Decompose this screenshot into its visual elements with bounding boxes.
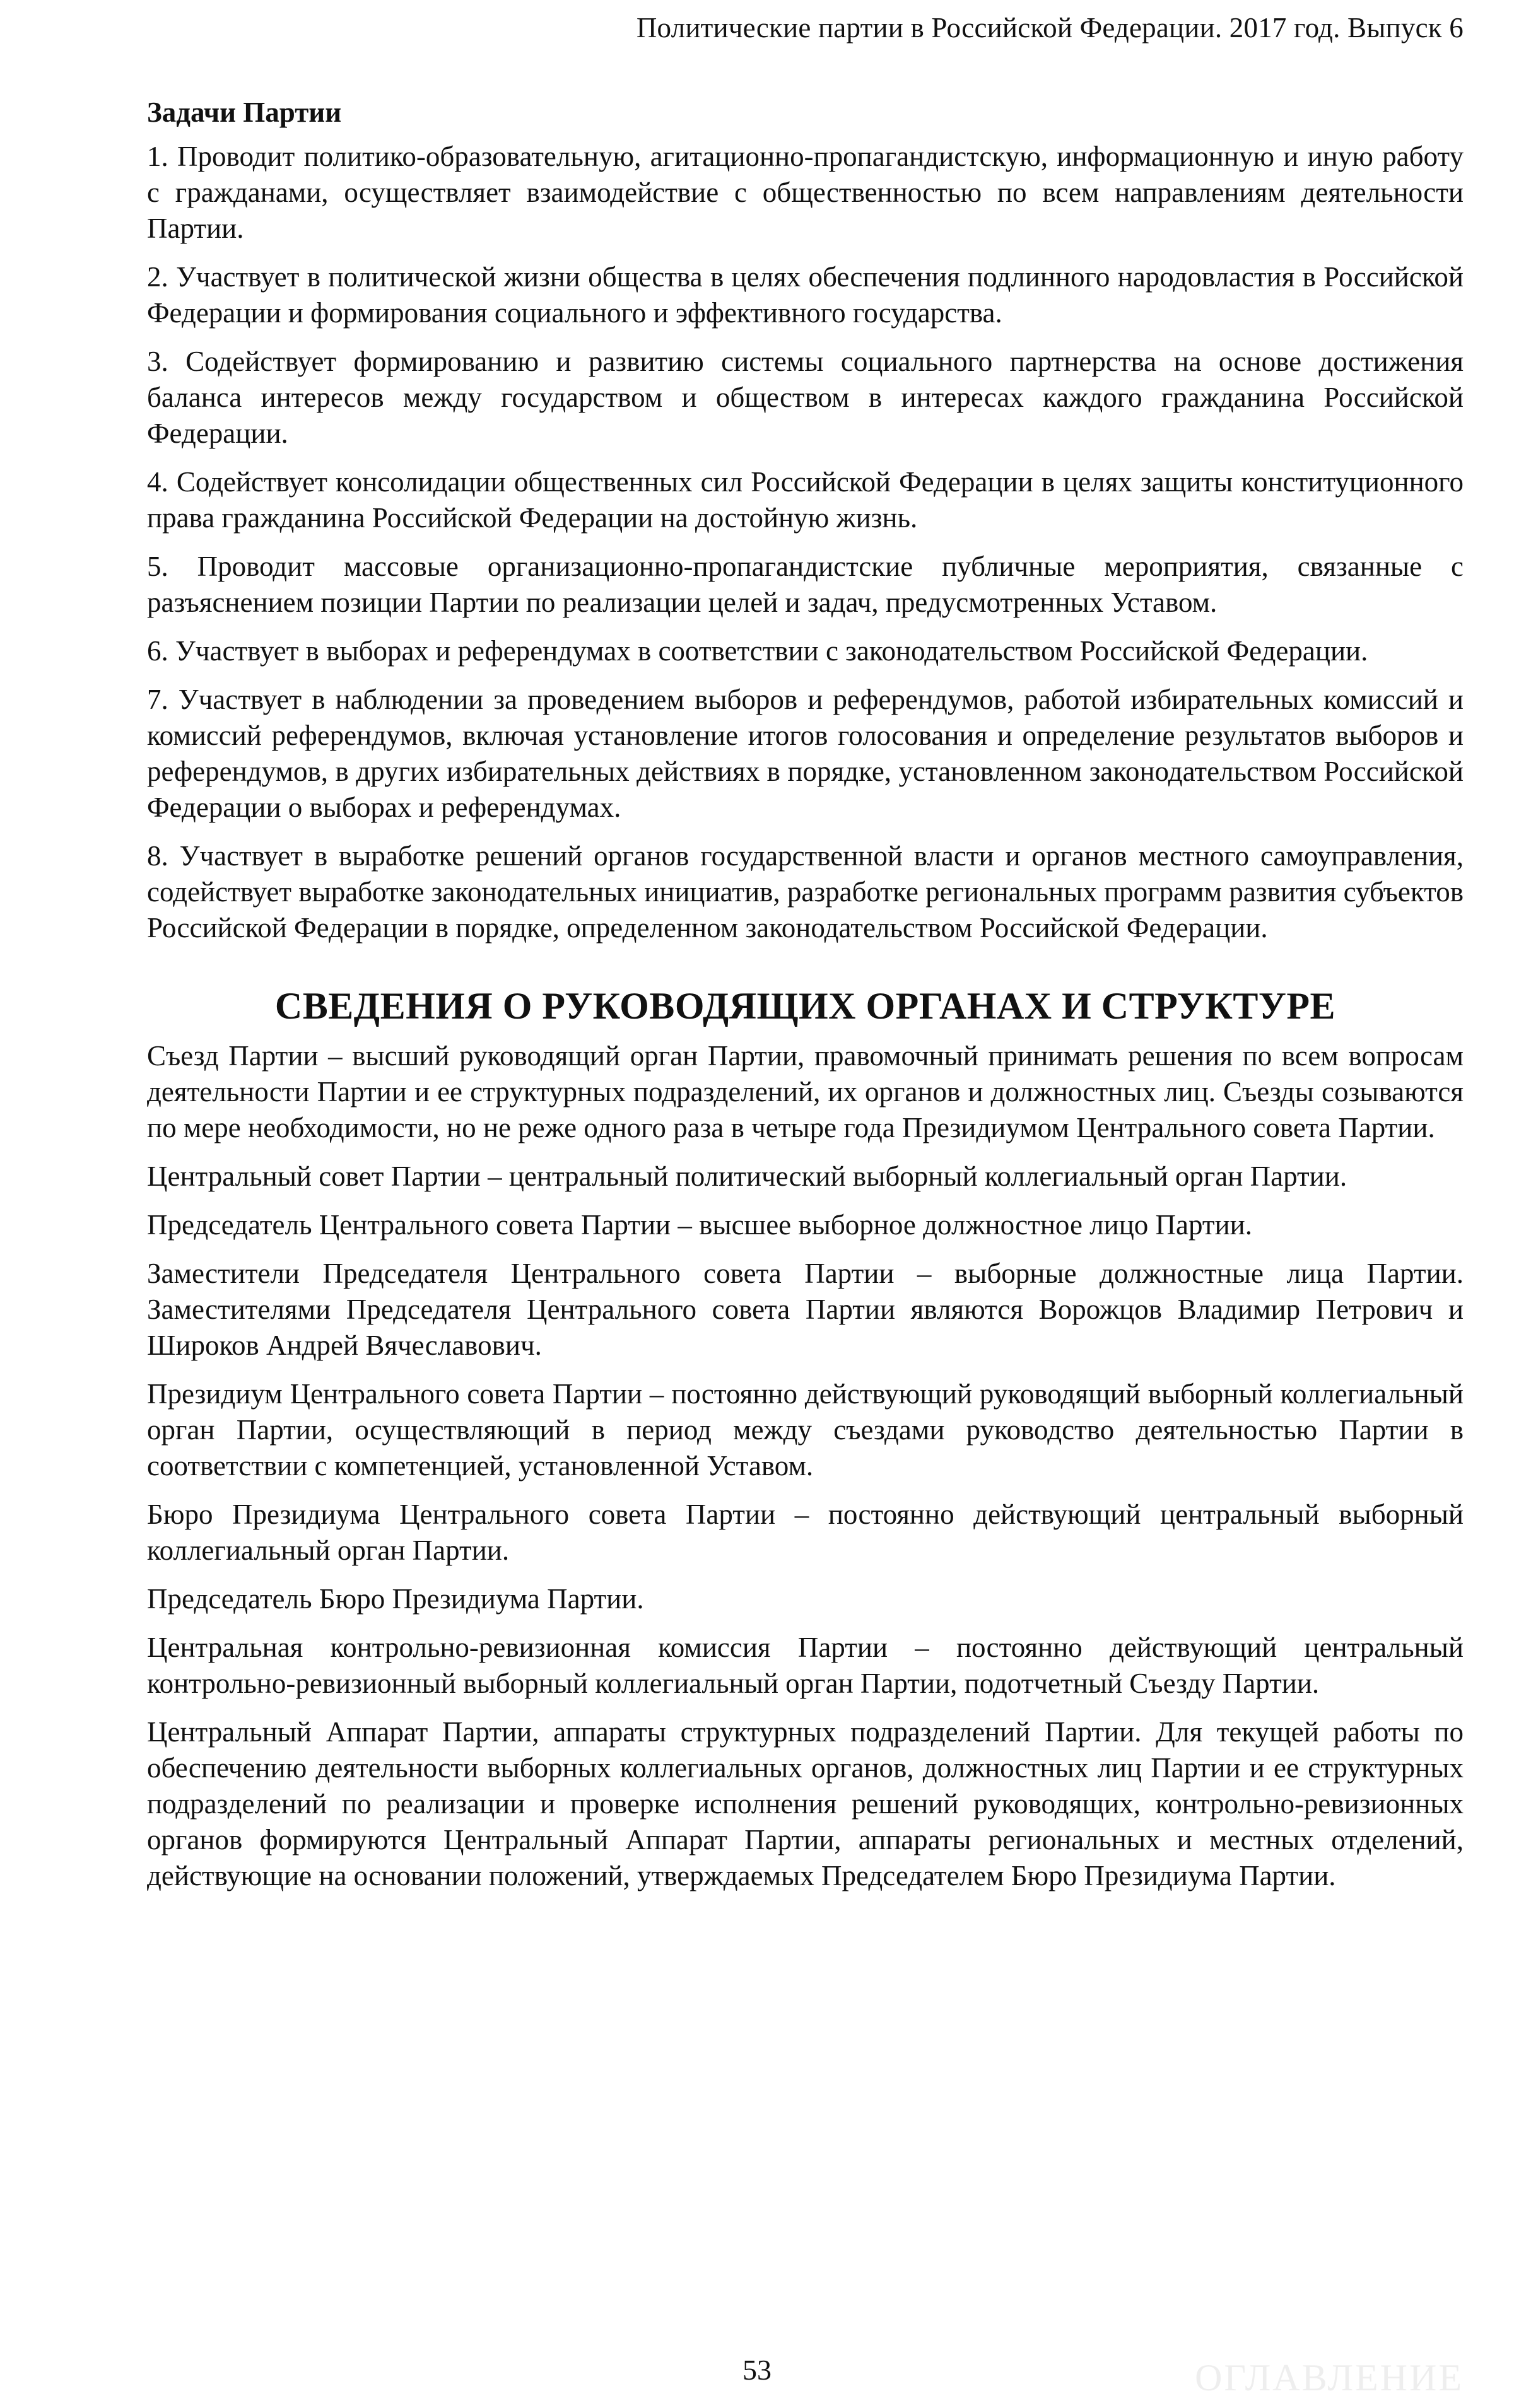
structure-paragraph-presidium-bureau: Бюро Президиума Центрального совета Партии – постоянно действующий центральный выборный коллегиальный орган Партии. [147,1499,1464,1566]
running-header: Политические партии в Российской Федерации. 2017 год. Выпуск 6 [636,12,1464,44]
page-content [147,93,1464,1907]
task-item-2: 2. Участвует в политической жизни общества в целях обеспечения подлинного народовластия в Российской Федерации и формирования социального и эффективного государства. [147,261,1464,329]
structure-paragraph-central-apparatus: Центральный Аппарат Партии, аппараты структурных подразделений Партии. Для текущей работы по обеспечению деятельности выборных коллегиальных органов, должностных лиц Партии и ее структурных подразделений по реализации и проверке исполнения решений руководящих, контрольно-ревизионных органов формируются Центральный Аппарат Партии, аппараты региональных и местных отделений, действующие на основании положений, утверждаемых Председателем Бюро Президиума Партии. [147,1716,1464,1891]
tasks-heading: Задачи Партии [147,96,342,128]
task-item-1: 1. Проводит политико-образовательную, агитационно-пропагандистскую, информационную и иную работу с гражданами, осуществляет взаимодействие с общественностью по всем направлениям деятельности Партии. [147,141,1464,244]
structure-section-heading: СВЕДЕНИЯ О РУКОВОДЯЩИХ ОРГАНАХ И СТРУКТУРЕ [274,985,1336,1027]
task-item-6: 6. Участвует в выборах и референдумах в соответствии с законодательством Российской Федерации. [147,635,1368,667]
task-item-5: 5. Проводит массовые организационно-пропагандистские публичные мероприятия, связанные с разъяснением позиции Партии по реализации целей и задач, предусмотренных Уставом. [147,551,1464,618]
task-item-8: 8. Участвует в выработке решений органов государственной власти и органов местного самоуправления, содействует выработке законодательных инициатив, разработке региональных программ развития субъектов Российской Федерации в порядке, определенном законодательством Российской Федерации. [147,840,1464,944]
structure-paragraph-council-chairman: Председатель Центрального совета Партии – высшее выборное должностное лицо Партии. [147,1209,1253,1241]
task-item-4: 4. Содействует консолидации общественных сил Российской Федерации в целях защиты конституционного права гражданина Российской Федерации на достойную жизнь. [147,466,1464,534]
task-item-3: 3. Содействует формированию и развитию системы социального партнерства на основе достижения баланса интересов между государством и обществом в интересах каждого гражданина Российской Федерации. [147,346,1464,449]
page-number: 53 [742,2354,772,2386]
table-of-contents-link[interactable]: ОГЛАВЛЕНИЕ [1195,2357,1464,2399]
structure-paragraph-congress: Съезд Партии – высший руководящий орган Партии, правомочный принимать решения по всем вопросам деятельности Партии и ее структурных подразделений, их органов и должностных лиц. Съезды созываются по мере необходимости, но не реже одного раза в четыре года Президиумом Центрального совета Партии. [147,1040,1464,1143]
structure-paragraph-audit-commission: Центральная контрольно-ревизионная комиссия Партии – постоянно действующий центральный контрольно-ревизионный выборный коллегиальный орган Партии, подотчетный Съезду Партии. [147,1632,1464,1699]
structure-paragraph-central-council: Центральный совет Партии – центральный политический выборный коллегиальный орган Партии. [147,1160,1347,1192]
structure-paragraph-deputy-chairmen: Заместители Председателя Центрального совета Партии – выборные должностные лица Партии. Заместителями Председателя Центрального совета Партии являются Ворожцов Владимир Петрович и Широков Андрей Вячеславович. [147,1258,1464,1361]
structure-paragraph-bureau-chairman: Председатель Бюро Президиума Партии. [147,1583,644,1615]
task-item-7: 7. Участвует в наблюдении за проведением выборов и референдумов, работой избирательных комиссий и комиссий референдумов, включая установление итогов голосования и определение результатов выборов и референдумов, в других избирательных действиях в порядке, установленном законодательством Российской Федерации о выборах и референдумах. [147,684,1464,823]
structure-paragraph-presidium: Президиум Центрального совета Партии – постоянно действующий руководящий выборный коллегиальный орган Партии, осуществляющий в период между съездами руководство деятельностью Партии в соответствии с компетенцией, установленной Уставом. [147,1378,1464,1482]
